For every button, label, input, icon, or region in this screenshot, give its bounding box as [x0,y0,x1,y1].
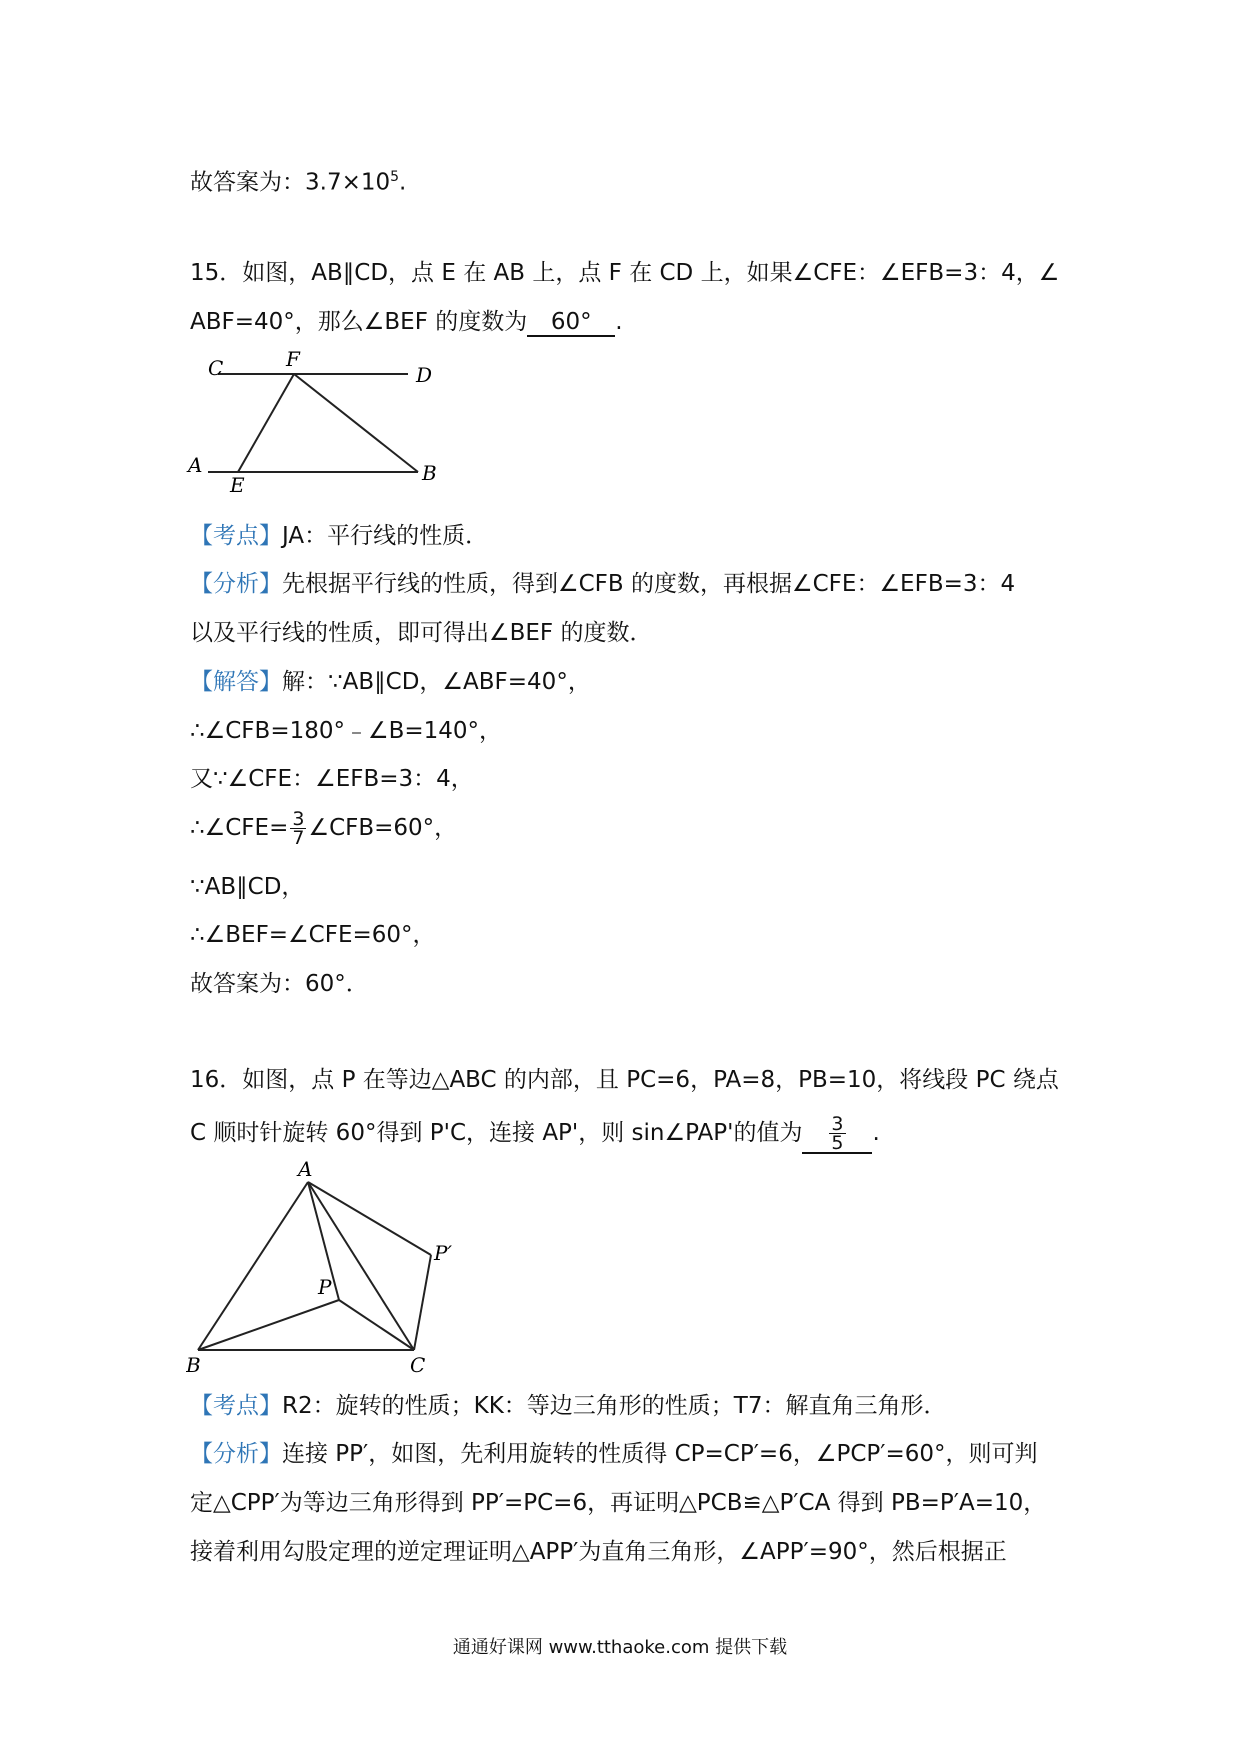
q15-kaodian [190,521,488,551]
segment-ac [308,1182,414,1350]
label-p-prime: P′ [434,1241,452,1265]
q16-figure [186,1160,456,1375]
fenxi-text: 连接 PP′，如图，先利用旋转的性质得 CP=CP′=6，∠PCP′=60°，则可判 [282,1441,1038,1467]
q15-jieda [190,667,591,697]
label-p: P [318,1275,332,1299]
previous-answer-text: 故答案为：3.7×10 [190,169,391,196]
label-c: C [208,356,224,380]
previous-answer-end: . [399,169,407,196]
segment-bp [198,1300,339,1350]
fraction-numerator: 3 [831,1113,844,1135]
fraction-denominator: 5 [831,1132,844,1154]
kaodian-tag: 【考点】 [190,1393,282,1419]
q15-step4: ∵AB∥CD， [190,874,305,900]
q16-kaodian [190,1391,946,1421]
segment-ab [198,1182,308,1350]
q16-stem-line2 [190,1110,880,1156]
jieda-tag: 【解答】 [190,669,282,695]
segment-fe [238,374,294,472]
q16-fenxi-line2: 定△CPP′为等边三角形得到 PP′=PC=6，再证明△PCB≌△P′CA 得到 PB=P′A=10， [190,1490,1047,1516]
q16-answer-blank [802,1115,872,1154]
q15-stem-end: . [615,309,623,335]
fraction-3-7 [290,810,306,847]
fenxi-text: 先根据平行线的性质，得到∠CFB 的度数，再根据∠CFE：∠EFB=3：4 [282,571,1016,597]
q16-stem-line1: 16．如图，点 P 在等边△ABC 的内部，且 PC=6，PA=8，PB=10，将线段 PC 绕点 [190,1067,1059,1093]
fraction-denominator: 7 [292,827,305,849]
q15-stem-text: ABF=40°，那么∠BEF 的度数为 [190,309,528,335]
q16-fenxi-line1 [190,1439,1038,1469]
q15-step2: 又∵∠CFE：∠EFB=3：4， [190,766,474,792]
label-d: D [416,363,433,387]
previous-answer-line [190,162,406,198]
segment-fb [294,374,418,472]
step3-text: ∴∠CFE= [190,815,289,841]
exponent: 5 [390,169,400,185]
q15-conclusion: 故答案为：60°． [190,971,369,997]
q15-fenxi-line2: 以及平行线的性质，即可得出∠BEF 的度数． [190,620,653,646]
jieda-text: 解：∵AB∥CD，∠ABF=40°， [282,669,591,695]
fenxi-tag: 【分析】 [190,1441,282,1467]
label-f: F [286,350,300,371]
q16-stem-end: . [872,1120,880,1146]
label-b: B [186,1353,201,1375]
fraction-numerator: 3 [292,808,305,830]
label-c: C [410,1353,426,1375]
q15-step3 [190,806,457,850]
label-a: A [188,453,203,477]
q15-step5: ∴∠BEF=∠CFE=60°， [190,922,436,948]
label-e: E [230,473,245,497]
q15-stem-line2 [190,307,623,337]
segment-pc [339,1300,414,1350]
fenxi-tag: 【分析】 [190,571,282,597]
kaodian-text: R2：旋转的性质；KK：等边三角形的性质；T7：解直角三角形． [282,1393,947,1419]
q15-fenxi-line1 [190,569,1015,599]
segment-p-prime-c [414,1255,431,1350]
label-b: B [422,461,437,485]
q15-answer-blank: 60° [527,309,615,337]
kaodian-text: JA：平行线的性质． [282,523,489,549]
answer-fraction [829,1115,845,1152]
kaodian-tag: 【考点】 [190,523,282,549]
label-a: A [298,1160,313,1181]
q16-fenxi-line3: 接着利用勾股定理的逆定理证明△APP′为直角三角形，∠APP′=90°，然后根据正 [190,1539,1007,1565]
step3-text-end: ∠CFB=60°， [308,815,458,841]
segment-ap-prime [308,1182,431,1255]
q15-figure [186,350,446,500]
q15-stem-line1: 15．如图，AB∥CD，点 E 在 AB 上，点 F 在 CD 上，如果∠CFE：∠EFB=3：4，∠ [190,260,1060,286]
q16-stem-text: C 顺时针旋转 60°得到 P'C，连接 AP'，则 sin∠PAP'的值为 [190,1120,803,1146]
page-footer: 通通好课网 www.tthaoke.com 提供下载 [452,1637,788,1658]
q15-step1: ∴∠CFB=180°﹣∠B=140°， [190,718,503,744]
